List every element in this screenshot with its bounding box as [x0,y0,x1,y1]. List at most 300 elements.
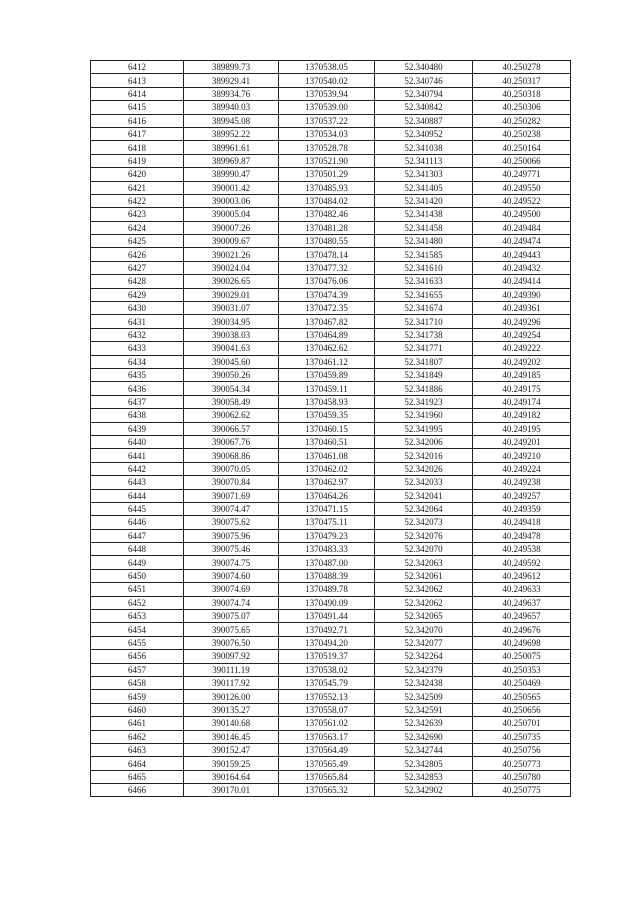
table-row [91,730,571,743]
x-coordinate-cell: 389961.61 [184,141,279,154]
latitude-cell: 52.341585 [375,248,473,261]
latitude-cell: 52.341303 [375,168,473,181]
longitude-cell: 40.250565 [473,690,571,703]
table-row [91,422,571,435]
longitude-cell: 40.249484 [473,221,571,234]
table-row [91,127,571,140]
y-coordinate-cell: 1370537.22 [279,114,375,127]
point-number-cell: 6439 [91,422,184,435]
y-coordinate-cell: 1370459.11 [279,382,375,395]
table-row [91,583,571,596]
latitude-cell: 52.340952 [375,127,473,140]
longitude-cell: 40.249592 [473,556,571,569]
point-number-cell: 6461 [91,717,184,730]
y-coordinate-cell: 1370459.89 [279,368,375,381]
table-row [91,703,571,716]
longitude-cell: 40.249182 [473,409,571,422]
x-coordinate-cell: 390097.92 [184,650,279,663]
longitude-cell: 40.249174 [473,395,571,408]
y-coordinate-cell: 1370464.26 [279,489,375,502]
latitude-cell: 52.341923 [375,395,473,408]
x-coordinate-cell: 390075.96 [184,529,279,542]
table-row [91,302,571,315]
x-coordinate-cell: 390111.19 [184,663,279,676]
longitude-cell: 40.250773 [473,757,571,770]
y-coordinate-cell: 1370545.79 [279,676,375,689]
longitude-cell: 40.250701 [473,717,571,730]
x-coordinate-cell: 390045.60 [184,355,279,368]
longitude-cell: 40.249257 [473,489,571,502]
coordinate-table-body [91,61,571,797]
x-coordinate-cell: 390003.06 [184,194,279,207]
point-number-cell: 6418 [91,141,184,154]
latitude-cell: 52.341807 [375,355,473,368]
y-coordinate-cell: 1370460.51 [279,435,375,448]
y-coordinate-cell: 1370464.89 [279,328,375,341]
latitude-cell: 52.342041 [375,489,473,502]
point-number-cell: 6432 [91,328,184,341]
y-coordinate-cell: 1370472.35 [279,302,375,315]
y-coordinate-cell: 1370471.15 [279,502,375,515]
latitude-cell: 52.341458 [375,221,473,234]
point-number-cell: 6460 [91,703,184,716]
latitude-cell: 52.342063 [375,556,473,569]
point-number-cell: 6435 [91,368,184,381]
longitude-cell: 40.249698 [473,636,571,649]
latitude-cell: 52.341038 [375,141,473,154]
x-coordinate-cell: 390050.26 [184,368,279,381]
table-row [91,476,571,489]
point-number-cell: 6417 [91,127,184,140]
latitude-cell: 52.341674 [375,302,473,315]
table-row [91,502,571,515]
y-coordinate-cell: 1370565.84 [279,770,375,783]
latitude-cell: 52.342006 [375,435,473,448]
longitude-cell: 40.249361 [473,302,571,315]
x-coordinate-cell: 390140.68 [184,717,279,730]
table-row [91,168,571,181]
x-coordinate-cell: 390126.00 [184,690,279,703]
y-coordinate-cell: 1370478.14 [279,248,375,261]
table-row [91,610,571,623]
point-number-cell: 6441 [91,449,184,462]
y-coordinate-cell: 1370476.06 [279,275,375,288]
table-row [91,663,571,676]
point-number-cell: 6434 [91,355,184,368]
latitude-cell: 52.341420 [375,194,473,207]
y-coordinate-cell: 1370484.02 [279,194,375,207]
longitude-cell: 40.249296 [473,315,571,328]
table-row [91,248,571,261]
y-coordinate-cell: 1370485.93 [279,181,375,194]
x-coordinate-cell: 390170.01 [184,784,279,797]
longitude-cell: 40.250735 [473,730,571,743]
latitude-cell: 52.342062 [375,583,473,596]
point-number-cell: 6444 [91,489,184,502]
point-number-cell: 6458 [91,676,184,689]
point-number-cell: 6450 [91,569,184,582]
x-coordinate-cell: 390135.27 [184,703,279,716]
table-row [91,382,571,395]
point-number-cell: 6426 [91,248,184,261]
table-row [91,757,571,770]
x-coordinate-cell: 390038.03 [184,328,279,341]
table-row [91,181,571,194]
y-coordinate-cell: 1370488.39 [279,569,375,582]
latitude-cell: 52.340480 [375,61,473,74]
longitude-cell: 40.249224 [473,462,571,475]
x-coordinate-cell: 390076.50 [184,636,279,649]
x-coordinate-cell: 390075.65 [184,623,279,636]
table-row [91,315,571,328]
longitude-cell: 40.250353 [473,663,571,676]
longitude-cell: 40.250075 [473,650,571,663]
x-coordinate-cell: 389899.73 [184,61,279,74]
y-coordinate-cell: 1370458.93 [279,395,375,408]
y-coordinate-cell: 1370519.37 [279,650,375,663]
table-row [91,74,571,87]
point-number-cell: 6453 [91,610,184,623]
y-coordinate-cell: 1370460.15 [279,422,375,435]
longitude-cell: 40.249637 [473,596,571,609]
x-coordinate-cell: 390070.84 [184,476,279,489]
point-number-cell: 6422 [91,194,184,207]
y-coordinate-cell: 1370462.02 [279,462,375,475]
latitude-cell: 52.342805 [375,757,473,770]
x-coordinate-cell: 389945.08 [184,114,279,127]
y-coordinate-cell: 1370501.29 [279,168,375,181]
y-coordinate-cell: 1370462.97 [279,476,375,489]
latitude-cell: 52.342639 [375,717,473,730]
y-coordinate-cell: 1370479.23 [279,529,375,542]
point-number-cell: 6438 [91,409,184,422]
x-coordinate-cell: 389929.41 [184,74,279,87]
x-coordinate-cell: 390062.62 [184,409,279,422]
table-row [91,328,571,341]
table-row [91,368,571,381]
point-number-cell: 6463 [91,743,184,756]
longitude-cell: 40.249500 [473,208,571,221]
point-number-cell: 6436 [91,382,184,395]
table-row [91,409,571,422]
longitude-cell: 40.249771 [473,168,571,181]
latitude-cell: 52.341738 [375,328,473,341]
y-coordinate-cell: 1370538.02 [279,663,375,676]
latitude-cell: 52.342073 [375,516,473,529]
table-row [91,208,571,221]
point-number-cell: 6443 [91,476,184,489]
latitude-cell: 52.340842 [375,101,473,114]
table-row [91,690,571,703]
y-coordinate-cell: 1370534.03 [279,127,375,140]
latitude-cell: 52.342379 [375,663,473,676]
table-row [91,342,571,355]
longitude-cell: 40.249254 [473,328,571,341]
x-coordinate-cell: 390058.49 [184,395,279,408]
latitude-cell: 52.340794 [375,87,473,100]
y-coordinate-cell: 1370474.39 [279,288,375,301]
longitude-cell: 40.250164 [473,141,571,154]
point-number-cell: 6455 [91,636,184,649]
longitude-cell: 40.249185 [473,368,571,381]
longitude-cell: 40.250469 [473,676,571,689]
y-coordinate-cell: 1370481.28 [279,221,375,234]
y-coordinate-cell: 1370491.44 [279,610,375,623]
longitude-cell: 40.250317 [473,74,571,87]
latitude-cell: 52.342591 [375,703,473,716]
table-row [91,435,571,448]
x-coordinate-cell: 390007.26 [184,221,279,234]
point-number-cell: 6428 [91,275,184,288]
y-coordinate-cell: 1370490.09 [279,596,375,609]
latitude-cell: 52.342070 [375,543,473,556]
x-coordinate-cell: 390074.60 [184,569,279,582]
latitude-cell: 52.341710 [375,315,473,328]
longitude-cell: 40.249201 [473,435,571,448]
longitude-cell: 40.250756 [473,743,571,756]
table-row [91,569,571,582]
latitude-cell: 52.342077 [375,636,473,649]
longitude-cell: 40.249359 [473,502,571,515]
point-number-cell: 6425 [91,235,184,248]
longitude-cell: 40.249612 [473,569,571,582]
point-number-cell: 6452 [91,596,184,609]
x-coordinate-cell: 390152.47 [184,743,279,756]
y-coordinate-cell: 1370565.49 [279,757,375,770]
latitude-cell: 52.341405 [375,181,473,194]
point-number-cell: 6456 [91,650,184,663]
table-row [91,650,571,663]
x-coordinate-cell: 390074.74 [184,596,279,609]
table-row [91,743,571,756]
point-number-cell: 6414 [91,87,184,100]
point-number-cell: 6416 [91,114,184,127]
x-coordinate-cell: 390159.25 [184,757,279,770]
latitude-cell: 52.342033 [375,476,473,489]
y-coordinate-cell: 1370538.05 [279,61,375,74]
x-coordinate-cell: 390067.76 [184,435,279,448]
x-coordinate-cell: 390074.69 [184,583,279,596]
latitude-cell: 52.341480 [375,235,473,248]
table-row [91,154,571,167]
longitude-cell: 40.249550 [473,181,571,194]
table-row [91,489,571,502]
point-number-cell: 6457 [91,663,184,676]
y-coordinate-cell: 1370565.32 [279,784,375,797]
x-coordinate-cell: 390070.05 [184,462,279,475]
table-row [91,235,571,248]
table-row [91,221,571,234]
longitude-cell: 40.249175 [473,382,571,395]
latitude-cell: 52.341960 [375,409,473,422]
table-row [91,141,571,154]
y-coordinate-cell: 1370480.55 [279,235,375,248]
latitude-cell: 52.342509 [375,690,473,703]
x-coordinate-cell: 390021.26 [184,248,279,261]
longitude-cell: 40.250318 [473,87,571,100]
longitude-cell: 40.250656 [473,703,571,716]
y-coordinate-cell: 1370462.62 [279,342,375,355]
longitude-cell: 40.250306 [473,101,571,114]
x-coordinate-cell: 390164.64 [184,770,279,783]
point-number-cell: 6423 [91,208,184,221]
point-number-cell: 6421 [91,181,184,194]
x-coordinate-cell: 389952.22 [184,127,279,140]
latitude-cell: 52.341771 [375,342,473,355]
table-row [91,770,571,783]
point-number-cell: 6454 [91,623,184,636]
point-number-cell: 6442 [91,462,184,475]
point-number-cell: 6446 [91,516,184,529]
table-row [91,449,571,462]
y-coordinate-cell: 1370489.78 [279,583,375,596]
table-row [91,676,571,689]
x-coordinate-cell: 390068.86 [184,449,279,462]
longitude-cell: 40.249676 [473,623,571,636]
y-coordinate-cell: 1370467.82 [279,315,375,328]
latitude-cell: 52.342064 [375,502,473,515]
y-coordinate-cell: 1370487.00 [279,556,375,569]
point-number-cell: 6459 [91,690,184,703]
x-coordinate-cell: 390074.75 [184,556,279,569]
latitude-cell: 52.342744 [375,743,473,756]
latitude-cell: 52.342026 [375,462,473,475]
latitude-cell: 52.342076 [375,529,473,542]
x-coordinate-cell: 390041.63 [184,342,279,355]
longitude-cell: 40.249443 [473,248,571,261]
point-number-cell: 6433 [91,342,184,355]
table-row [91,355,571,368]
point-number-cell: 6419 [91,154,184,167]
latitude-cell: 52.342902 [375,784,473,797]
y-coordinate-cell: 1370482.46 [279,208,375,221]
y-coordinate-cell: 1370539.00 [279,101,375,114]
point-number-cell: 6420 [91,168,184,181]
longitude-cell: 40.249418 [473,516,571,529]
table-row [91,101,571,114]
latitude-cell: 52.342438 [375,676,473,689]
point-number-cell: 6412 [91,61,184,74]
latitude-cell: 52.342016 [375,449,473,462]
longitude-cell: 40.250780 [473,770,571,783]
x-coordinate-cell: 389934.76 [184,87,279,100]
y-coordinate-cell: 1370461.12 [279,355,375,368]
table-row [91,636,571,649]
table-row [91,717,571,730]
point-number-cell: 6429 [91,288,184,301]
table-row [91,784,571,797]
longitude-cell: 40.249222 [473,342,571,355]
table-row [91,462,571,475]
latitude-cell: 52.342690 [375,730,473,743]
point-number-cell: 6431 [91,315,184,328]
longitude-cell: 40.249238 [473,476,571,489]
latitude-cell: 52.342070 [375,623,473,636]
table-row [91,395,571,408]
y-coordinate-cell: 1370461.08 [279,449,375,462]
latitude-cell: 52.342062 [375,596,473,609]
y-coordinate-cell: 1370540.02 [279,74,375,87]
longitude-cell: 40.250282 [473,114,571,127]
longitude-cell: 40.249633 [473,583,571,596]
longitude-cell: 40.250238 [473,127,571,140]
coordinate-table [90,60,571,797]
y-coordinate-cell: 1370552.13 [279,690,375,703]
x-coordinate-cell: 390075.07 [184,610,279,623]
y-coordinate-cell: 1370539.94 [279,87,375,100]
y-coordinate-cell: 1370459.35 [279,409,375,422]
x-coordinate-cell: 390029.01 [184,288,279,301]
table-row [91,87,571,100]
longitude-cell: 40.250278 [473,61,571,74]
latitude-cell: 52.341633 [375,275,473,288]
y-coordinate-cell: 1370521.90 [279,154,375,167]
table-row [91,596,571,609]
table-row [91,275,571,288]
x-coordinate-cell: 390024.04 [184,261,279,274]
point-number-cell: 6430 [91,302,184,315]
longitude-cell: 40.249195 [473,422,571,435]
point-number-cell: 6462 [91,730,184,743]
point-number-cell: 6413 [91,74,184,87]
table-row [91,529,571,542]
y-coordinate-cell: 1370494.20 [279,636,375,649]
latitude-cell: 52.342061 [375,569,473,582]
point-number-cell: 6448 [91,543,184,556]
x-coordinate-cell: 390066.57 [184,422,279,435]
longitude-cell: 40.249538 [473,543,571,556]
point-number-cell: 6427 [91,261,184,274]
x-coordinate-cell: 389969.87 [184,154,279,167]
latitude-cell: 52.341438 [375,208,473,221]
x-coordinate-cell: 390034.95 [184,315,279,328]
point-number-cell: 6445 [91,502,184,515]
latitude-cell: 52.342853 [375,770,473,783]
table-row [91,61,571,74]
point-number-cell: 6466 [91,784,184,797]
y-coordinate-cell: 1370475.11 [279,516,375,529]
latitude-cell: 52.341849 [375,368,473,381]
latitude-cell: 52.342065 [375,610,473,623]
latitude-cell: 52.342264 [375,650,473,663]
x-coordinate-cell: 390026.65 [184,275,279,288]
y-coordinate-cell: 1370483.33 [279,543,375,556]
point-number-cell: 6449 [91,556,184,569]
longitude-cell: 40.249432 [473,261,571,274]
x-coordinate-cell: 390074.47 [184,502,279,515]
longitude-cell: 40.250066 [473,154,571,167]
y-coordinate-cell: 1370492.71 [279,623,375,636]
longitude-cell: 40.249414 [473,275,571,288]
longitude-cell: 40.250775 [473,784,571,797]
x-coordinate-cell: 389990.47 [184,168,279,181]
table-row [91,261,571,274]
x-coordinate-cell: 390009.67 [184,235,279,248]
point-number-cell: 6415 [91,101,184,114]
point-number-cell: 6437 [91,395,184,408]
y-coordinate-cell: 1370528.78 [279,141,375,154]
latitude-cell: 52.340746 [375,74,473,87]
longitude-cell: 40.249474 [473,235,571,248]
table-row [91,543,571,556]
longitude-cell: 40.249657 [473,610,571,623]
y-coordinate-cell: 1370564.49 [279,743,375,756]
x-coordinate-cell: 390117.92 [184,676,279,689]
y-coordinate-cell: 1370477.32 [279,261,375,274]
y-coordinate-cell: 1370561.02 [279,717,375,730]
x-coordinate-cell: 390005.04 [184,208,279,221]
x-coordinate-cell: 390071.69 [184,489,279,502]
